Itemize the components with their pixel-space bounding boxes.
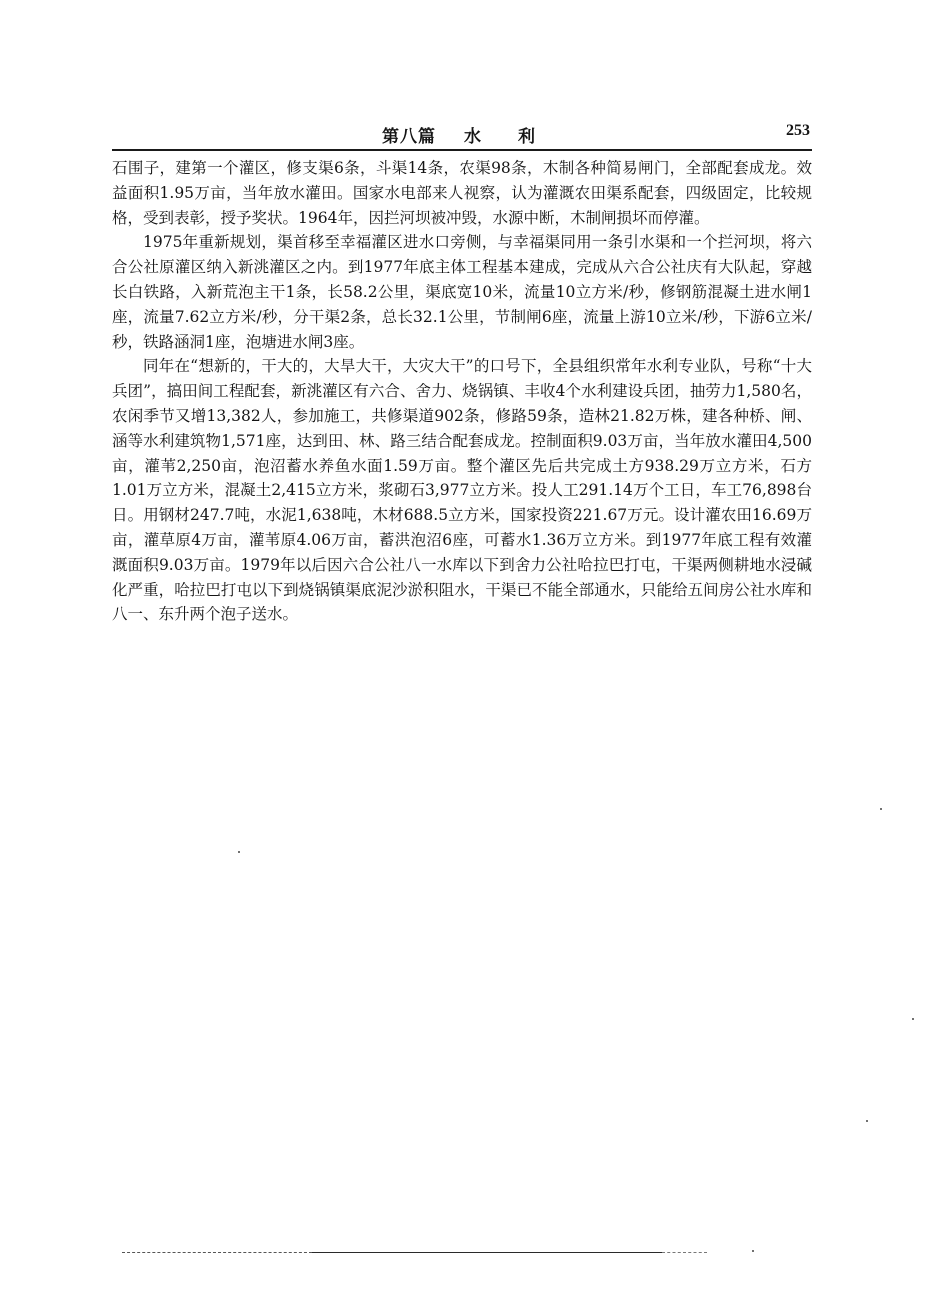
scan-speck [880, 808, 882, 810]
footer-divider-left [122, 1252, 312, 1253]
scan-speck [752, 1250, 754, 1252]
scan-speck [238, 851, 240, 853]
title-char-benefit: 利 [518, 127, 536, 147]
paragraph-1975-plan: 1975年重新规划，渠首移至幸福灌区进水口旁侧，与幸福渠同用一条引水渠和一个拦河坝，将六合公社原灌区纳入新洮灌区之内。到1977年底主体工程基本建成，完成从六合公社庆有大队起，穿越长白铁路，入新荒泡主干1条，长58.2公里，渠底宽10米，流量10立方米/秒，修钢筋混凝土进水闸1座，流量7.62立方米/秒，分干渠2条，总长32.1公里，节制闸6座，流量上游10立米/秒，下游6立米/秒，铁路涵洞1座，泡塘进水闸3座。 [112, 233, 812, 351]
footer-divider-center [312, 1252, 662, 1253]
title-char-water: 水 [464, 127, 482, 147]
running-header [112, 122, 810, 148]
chapter-title [382, 122, 536, 147]
body-text [112, 156, 812, 627]
paragraph-water-corps: 同年在“想新的，干大的，大旱大干，大灾大干”的口号下，全县组织常年水利专业队，号称“十大兵团”，搞田间工程配套，新洮灌区有六合、舍力、烧锅镇、丰收4个水利建设兵团，抽劳力1,580名，农闲季节又增13,382人，参加施工，共修渠道902条，修路59条，造林21.82万株，建各种桥、闸、涵等水利建筑物1,571座，达到田、林、路三结合配套成龙。控制面积9.03万亩，当年放水灌田4,500亩，灌苇2,250亩，泡沼蓄水养鱼水面1.59万亩。整个灌区先后共完成土方938.29万立方米，石方1.01万立方米，混凝土2,415立方米，浆砌石3,977立方米。投人工291.14万个工日，车工76,898台日。用钢材247.7吨，水泥1,638吨，木材688.5立方米，国家投资221.67万元。设计灌农田16.69万亩，灌草原4万亩，灌苇原4.06万亩，蓄洪泡沼6座，可蓄水1.36万立方米。到1977年底工程有效灌溉面积9.03万亩。1979年以后因六合公社八一水库以下到舍力公社哈拉巴打屯，干渠两侧耕地水浸碱化严重，哈拉巴打屯以下到烧锅镇渠底泥沙淤积阻水，干渠已不能全部通水，只能给五间房公社水库和八一、东升两个泡子送水。 [112, 357, 812, 624]
scan-speck [912, 1018, 914, 1020]
paragraph-continuation: 石围子，建第一个灌区，修支渠6条，斗渠14条，农渠98条，木制各种简易闸门，全部配套成龙。效益面积1.95万亩，当年放水灌田。国家水电部来人视察，认为灌溉农田渠系配套，四级固定，比较规格，受到表彰，授予奖状。1964年，因拦河坝被冲毁，水源中断，木制闸损坏而停灌。 [112, 159, 812, 227]
page-number: 253 [786, 122, 810, 139]
header-divider [112, 149, 812, 151]
footer-divider-right [662, 1252, 707, 1253]
part-label: 第八篇 [382, 127, 436, 147]
scan-speck [866, 1120, 868, 1122]
